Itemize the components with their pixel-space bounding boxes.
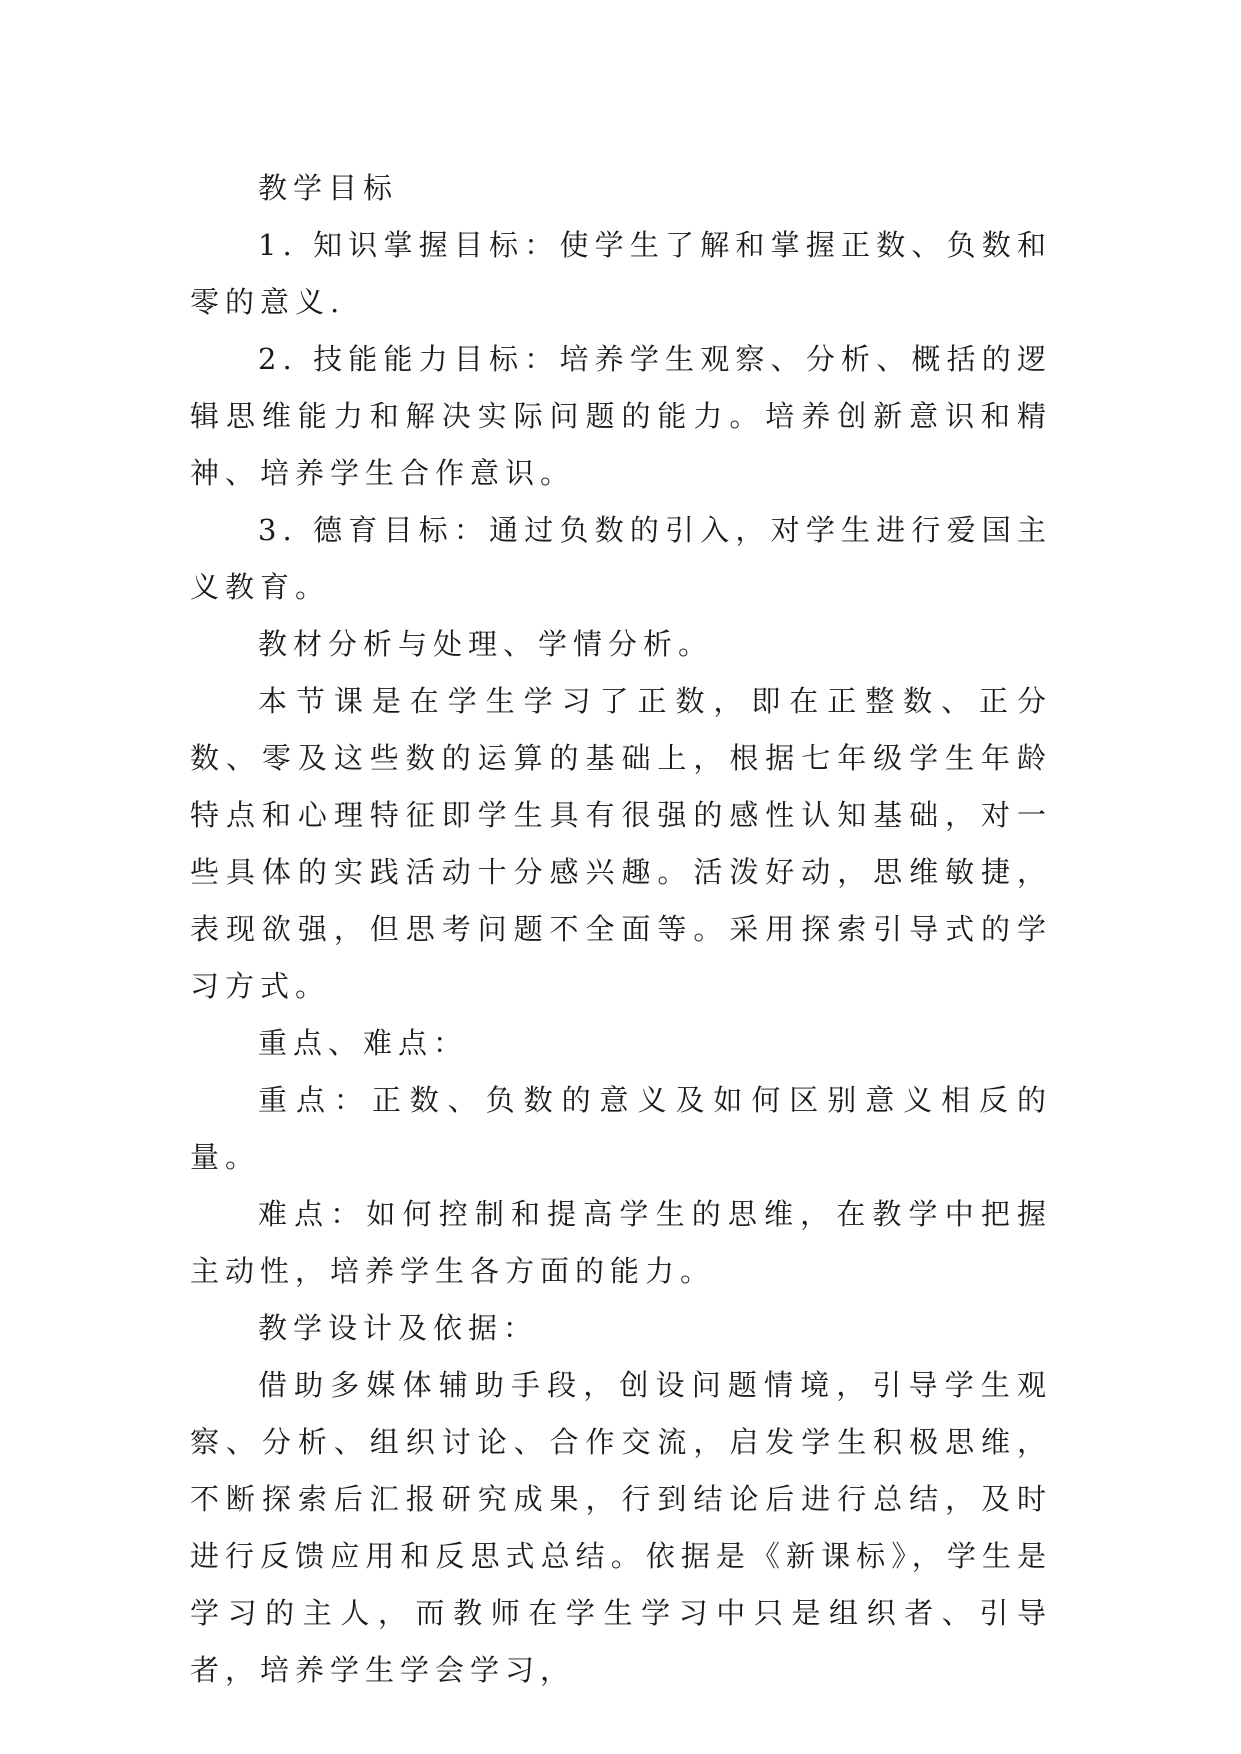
objective-moral-education: 3. 德育目标：通过负数的引入，对学生进行爱国主义教育。 [190, 513, 1052, 604]
heading-key-points: 重点、难点： [258, 1026, 469, 1060]
document-body [190, 160, 1052, 1699]
key-point-paragraph: 重点：正数、负数的意义及如何区别意义相反的量。 [190, 1083, 1052, 1174]
heading-teaching-objectives: 教学目标 [258, 171, 399, 205]
textbook-analysis-paragraph: 本节课是在学生学习了正数，即在正整数、正分数、零及这些数的运算的基础上，根据七年级学生年龄特点和心理特征即学生具有很强的感性认知基础，对一些具体的实践活动十分感兴趣。活泼好动，思维敏捷，表现欲强，但思考问题不全面等。采用探索引导式的学习方式。 [190, 684, 1052, 1003]
heading-teaching-design: 教学设计及依据： [258, 1311, 539, 1345]
objective-knowledge: 1. 知识掌握目标：使学生了解和掌握正数、负数和零的意义. [190, 228, 1052, 319]
objective-skills: 2. 技能能力目标：培养学生观察、分析、概括的逻辑思维能力和解决实际问题的能力。培养创新意识和精神、培养学生合作意识。 [190, 342, 1052, 490]
heading-textbook-analysis: 教材分析与处理、学情分析。 [258, 627, 714, 661]
difficulty-paragraph: 难点：如何控制和提高学生的思维，在教学中把握主动性，培养学生各方面的能力。 [190, 1197, 1052, 1288]
teaching-design-paragraph: 借助多媒体辅助手段，创设问题情境，引导学生观察、分析、组织讨论、合作交流，启发学生积极思维，不断探索后汇报研究成果，行到结论后进行总结，及时进行反馈应用和反思式总结。依据是《新课标》，学生是学习的主人，而教师在学生学习中只是组织者、引导者，培养学生学会学习， [190, 1368, 1052, 1687]
